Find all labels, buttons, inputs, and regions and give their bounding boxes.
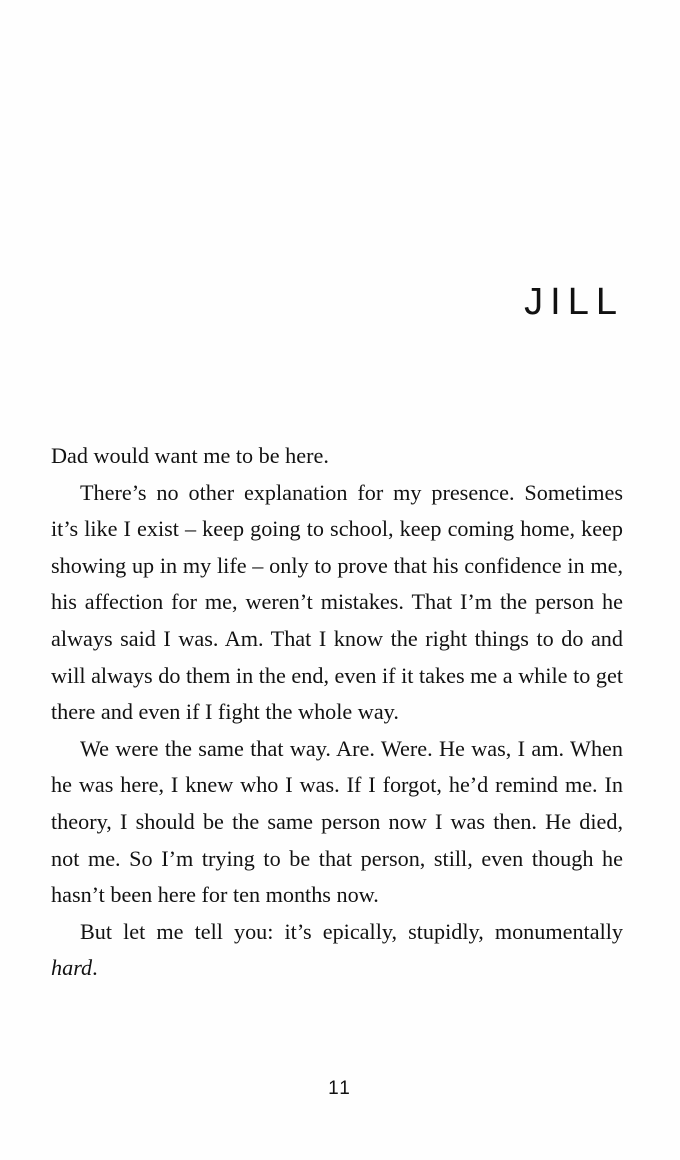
paragraph-4-emphasis: hard [51,955,93,981]
paragraph-1: Dad would want me to be here. [51,443,329,468]
chapter-title: JILL [524,281,624,323]
paragraph-4-tail: . [92,955,98,981]
paragraph-4 [51,914,623,987]
chapter-body [51,438,623,987]
paragraph-4-text: But let me tell you: it’s epically, stupidly, monumentally [80,918,623,944]
page-number: 11 [328,1078,352,1099]
paragraph-2: There’s no other explanation for my presence. Sometimes it’s like I exist – keep going to school, keep coming home, keep showing up in my life – only to prove that his confidence in me, his affection for me, weren’t mistakes. That I’m the person he always said I was. Am. That I know the right things to do and will always do them in the end, even if it takes me a while to get there and even if I fight the whole way. [51,479,623,725]
paragraph-3: We were the same that way. Are. Were. He was, I am. When he was here, I knew who I was. If I forgot, he’d remind me. In theory, I should be the same person now I was then. He died, not me. So I’m trying to be that person, still, even though he hasn’t been here for ten months now. [51,735,623,908]
